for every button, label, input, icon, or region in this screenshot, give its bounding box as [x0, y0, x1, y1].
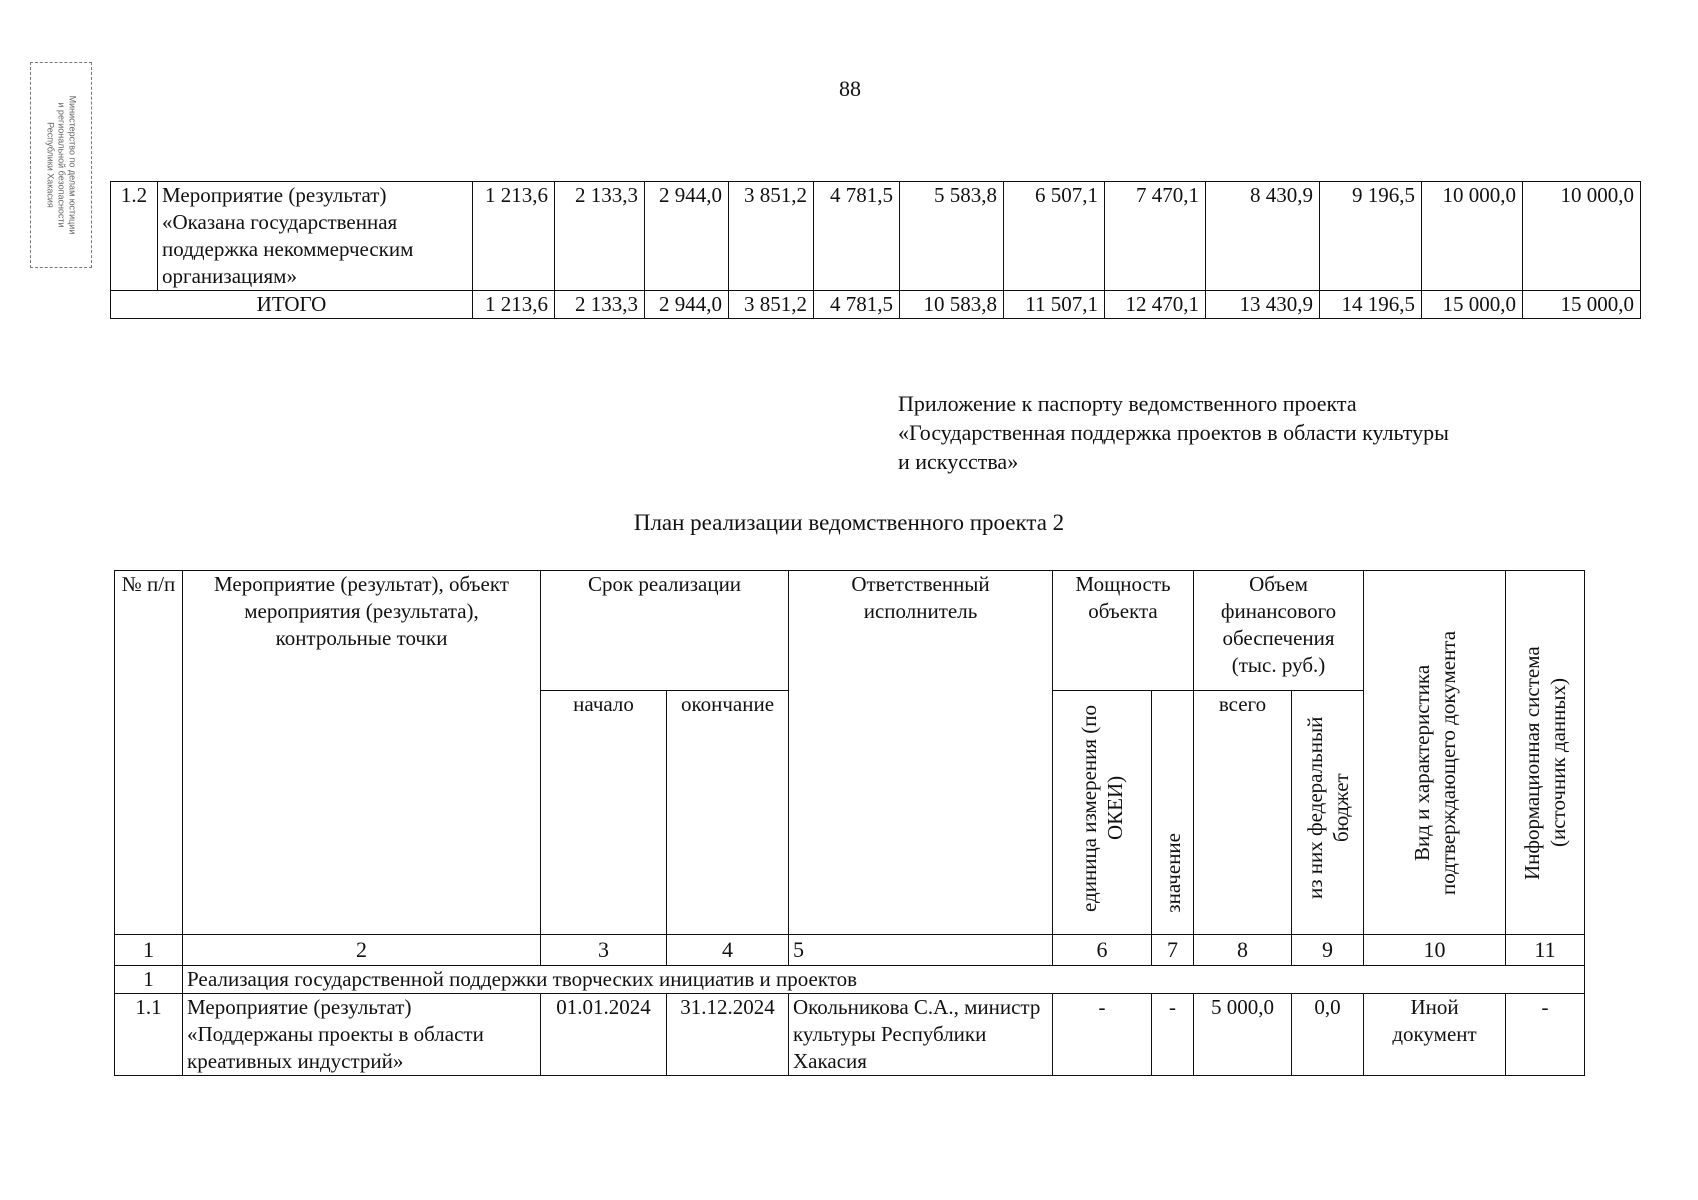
appendix-line: Приложение к паспорту ведомственного проекта [898, 391, 1357, 416]
value-cell: 4 781,5 [814, 182, 900, 291]
appendix-heading [898, 389, 1618, 476]
header-infosys-text: Информационная система (источник данных) [1520, 646, 1571, 880]
header-value-text: значение [1160, 833, 1185, 913]
page-number: 88 [839, 76, 861, 101]
row-federal: 0,0 [1292, 994, 1364, 1076]
value-cell: 3 851,2 [729, 182, 814, 291]
table-row [111, 182, 1641, 291]
column-number: 5 [789, 935, 1053, 966]
value-cell: 8 430,9 [1206, 182, 1320, 291]
appendix-line: «Государственная поддержка проектов в области культуры [898, 420, 1449, 445]
header-period: Срок реализации [541, 571, 789, 691]
total-cell: 10 583,8 [900, 291, 1004, 319]
header-doc [1364, 571, 1506, 935]
value-cell: 5 583,8 [900, 182, 1004, 291]
total-cell: 2 944,0 [645, 291, 729, 319]
value-cell: 10 000,0 [1422, 182, 1523, 291]
header-num: № п/п [115, 571, 183, 935]
row-unit: - [1053, 994, 1152, 1076]
header-federal [1292, 691, 1364, 935]
row-start: 01.01.2024 [541, 994, 667, 1076]
row-doc: Иной документ [1364, 994, 1506, 1076]
row-name: Мероприятие (результат) «Оказана государственная поддержка некоммерческим организациям» [158, 182, 473, 291]
header-unit [1053, 691, 1152, 935]
column-number: 11 [1506, 935, 1585, 966]
total-cell: 3 851,2 [729, 291, 814, 319]
header-total: всего [1194, 691, 1292, 935]
column-number: 9 [1292, 935, 1364, 966]
header-responsible: Ответственный исполнитель [789, 571, 1053, 935]
column-number: 1 [115, 935, 183, 966]
total-row [111, 291, 1641, 319]
appendix-line: и искусства» [898, 449, 1019, 474]
column-number: 10 [1364, 935, 1506, 966]
total-cell: 4 781,5 [814, 291, 900, 319]
section-index: 1 [115, 966, 183, 994]
value-cell: 6 507,1 [1004, 182, 1105, 291]
header-start: начало [541, 691, 667, 935]
column-number: 8 [1194, 935, 1292, 966]
row-index: 1.1 [115, 994, 183, 1076]
row-value: - [1152, 994, 1194, 1076]
column-number: 4 [667, 935, 789, 966]
row-infosys: - [1506, 994, 1585, 1076]
header-federal-text: из них федеральный бюджет [1302, 716, 1353, 900]
side-stamp [30, 62, 92, 268]
header-finance: Объем финансового обеспечения (тыс. руб.) [1194, 571, 1364, 691]
value-cell: 1 213,6 [473, 182, 555, 291]
total-cell: 12 470,1 [1105, 291, 1206, 319]
column-number: 7 [1152, 935, 1194, 966]
row-end: 31.12.2024 [667, 994, 789, 1076]
value-cell: 10 000,0 [1523, 182, 1641, 291]
total-label: ИТОГО [111, 291, 473, 319]
header-row [115, 571, 1585, 691]
value-cell: 2 133,3 [555, 182, 645, 291]
total-cell: 11 507,1 [1004, 291, 1105, 319]
header-unit-text: единица измерения (по ОКЕИ) [1077, 704, 1127, 912]
header-doc-text: Вид и характеристика подтверждающего документа [1409, 630, 1460, 896]
total-cell: 14 196,5 [1320, 291, 1422, 319]
row-event: Мероприятие (результат) «Поддержаны проекты в области креативных индустрий» [183, 994, 541, 1076]
section-row [115, 966, 1585, 994]
column-number: 3 [541, 935, 667, 966]
row-index: 1.2 [111, 182, 158, 291]
value-cell: 2 944,0 [645, 182, 729, 291]
row-responsible: Окольникова С.А., министр культуры Республики Хакасия [789, 994, 1053, 1076]
value-cell: 7 470,1 [1105, 182, 1206, 291]
stamp-text: Министерство по делам юстиции и региональной безопасности Республики Хакасия [45, 95, 78, 235]
section-title: Реализация государственной поддержки творческих инициатив и проектов [183, 966, 1585, 994]
financing-table [110, 181, 1641, 319]
column-number: 6 [1053, 935, 1152, 966]
plan-table [114, 570, 1585, 1076]
total-cell: 13 430,9 [1206, 291, 1320, 319]
row-total: 5 000,0 [1194, 994, 1292, 1076]
column-number: 2 [183, 935, 541, 966]
column-number-row [115, 935, 1585, 966]
value-cell: 9 196,5 [1320, 182, 1422, 291]
total-cell: 15 000,0 [1422, 291, 1523, 319]
header-end: окончание [667, 691, 789, 935]
header-capacity: Мощность объекта [1053, 571, 1194, 691]
plan-title: План реализации ведомственного проекта 2 [633, 510, 1065, 535]
total-cell: 2 133,3 [555, 291, 645, 319]
total-cell: 15 000,0 [1523, 291, 1641, 319]
header-infosys [1506, 571, 1585, 935]
header-value [1152, 691, 1194, 935]
header-event: Мероприятие (результат), объект мероприятия (результата), контрольные точки [183, 571, 541, 935]
total-cell: 1 213,6 [473, 291, 555, 319]
table-row [115, 994, 1585, 1076]
